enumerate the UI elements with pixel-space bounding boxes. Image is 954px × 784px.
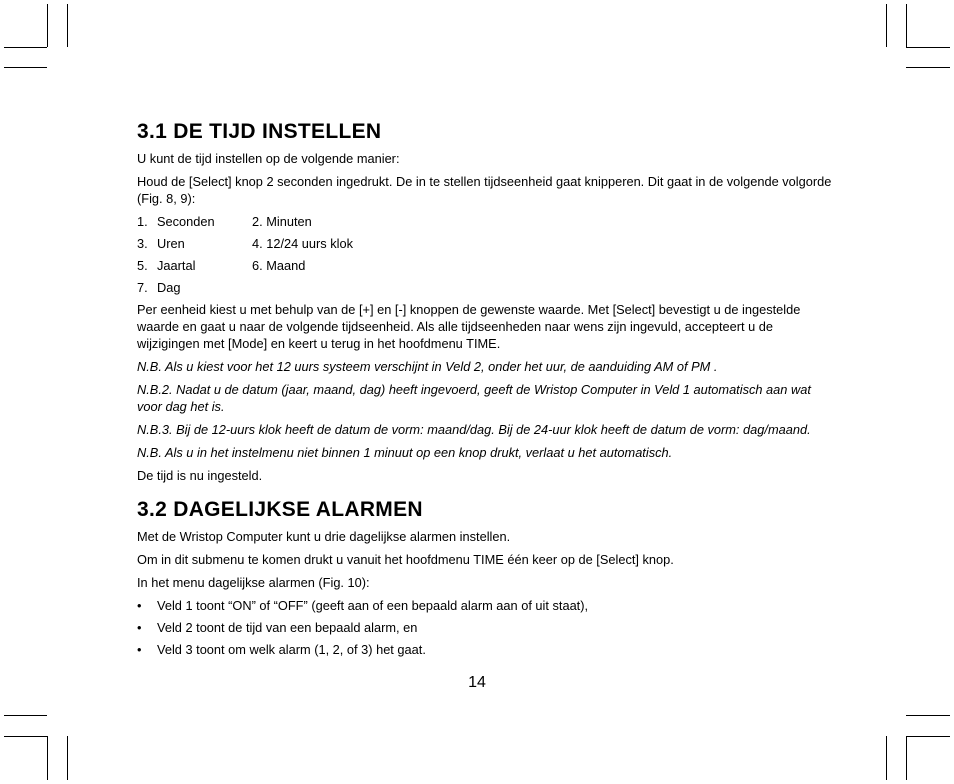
note: N.B. Als u in het instelmenu niet binnen 1 minuut op een knop drukt, verlaat u het automatisch.	[137, 445, 673, 460]
list-item: Dag	[157, 280, 181, 295]
body-paragraph: Per eenheid kiest u met behulp van de [+] en [-] knoppen de gewenste waarde. Met [Select] bevestigt u de ingestelde waarde en gaat u naar de volgende tijdseenheid. Als alle tijdseenheden naar wens zijn ingevuld, accepteert u de wijzigingen met [Mode] en keert u terug in het hoofdmenu TIME.	[137, 302, 801, 351]
crop-mark	[4, 715, 47, 716]
section-title: 3.1 DE TIJD INSTELLEN	[137, 120, 382, 143]
list-item: 4. 12/24 uurs klok	[252, 236, 354, 251]
crop-mark	[67, 4, 68, 47]
list-item: Uren	[157, 236, 185, 251]
list-row	[137, 279, 837, 296]
bullet-text: Veld 2 toont de tijd van een bepaald alarm, en	[157, 620, 418, 635]
crop-mark	[4, 47, 47, 48]
list-item	[137, 597, 837, 614]
list-row	[137, 235, 837, 252]
crop-mark	[906, 715, 950, 716]
crop-mark	[906, 736, 907, 780]
crop-mark	[886, 736, 887, 780]
list-row	[137, 257, 837, 274]
crop-mark	[4, 67, 47, 68]
note: N.B.2. Nadat u de datum (jaar, maand, dag) heeft ingevoerd, geeft de Wristop Computer in Veld 1 automatisch aan wat voor dag het is.	[137, 382, 811, 414]
crop-mark	[67, 736, 68, 780]
crop-mark	[906, 4, 907, 47]
crop-mark	[47, 736, 48, 780]
page-number: 14	[468, 674, 486, 691]
list-item	[137, 641, 837, 658]
crop-mark	[886, 4, 887, 47]
bullet-text: Veld 1 toont “ON” of “OFF” (geeft aan of een bepaald alarm aan of uit staat),	[157, 598, 589, 613]
list-number: 1.	[137, 214, 148, 229]
page-content	[137, 118, 837, 663]
list-item: 6. Maand	[252, 258, 306, 273]
bullet-text: Veld 3 toont om welk alarm (1, 2, of 3) het gaat.	[157, 642, 426, 657]
list-item: Seconden	[157, 214, 215, 229]
crop-mark	[906, 47, 950, 48]
bullet-icon: •	[137, 642, 142, 657]
list-item	[137, 619, 837, 636]
list-number: 5.	[137, 258, 148, 273]
note: N.B. Als u kiest voor het 12 uurs systeem verschijnt in Veld 2, onder het uur, de aanduiding AM of PM .	[137, 359, 718, 374]
body-paragraph: In het menu dagelijkse alarmen (Fig. 10):	[137, 575, 370, 590]
intro-text: U kunt de tijd instellen op de volgende manier:	[137, 151, 400, 166]
bullet-icon: •	[137, 598, 142, 613]
list-item: Jaartal	[157, 258, 196, 273]
list-row	[137, 213, 837, 230]
crop-mark	[906, 67, 950, 68]
list-number: 3.	[137, 236, 148, 251]
bullet-icon: •	[137, 620, 142, 635]
crop-mark	[906, 736, 950, 737]
note: N.B.3. Bij de 12-uurs klok heeft de datum de vorm: maand/dag. Bij de 24-uur klok heeft de datum de vorm: dag/maand.	[137, 422, 811, 437]
crop-mark	[4, 736, 47, 737]
section-title: 3.2 DAGELIJKSE ALARMEN	[137, 498, 423, 521]
bullet-list	[137, 597, 837, 658]
body-paragraph: Om in dit submenu te komen drukt u vanuit het hoofdmenu TIME één keer op de [Select] knop.	[137, 552, 674, 567]
setting-order-list	[137, 213, 837, 296]
closing-text: De tijd is nu ingesteld.	[137, 468, 263, 483]
body-paragraph: Met de Wristop Computer kunt u drie dagelijkse alarmen instellen.	[137, 529, 511, 544]
instruction-text: Houd de [Select] knop 2 seconden ingedrukt. De in te stellen tijdseenheid gaat knipperen. Dit gaat in de volgende volgorde (Fig. 8, 9):	[137, 174, 832, 206]
list-item: 2. Minuten	[252, 214, 312, 229]
list-number: 7.	[137, 280, 148, 295]
crop-mark	[47, 4, 48, 47]
